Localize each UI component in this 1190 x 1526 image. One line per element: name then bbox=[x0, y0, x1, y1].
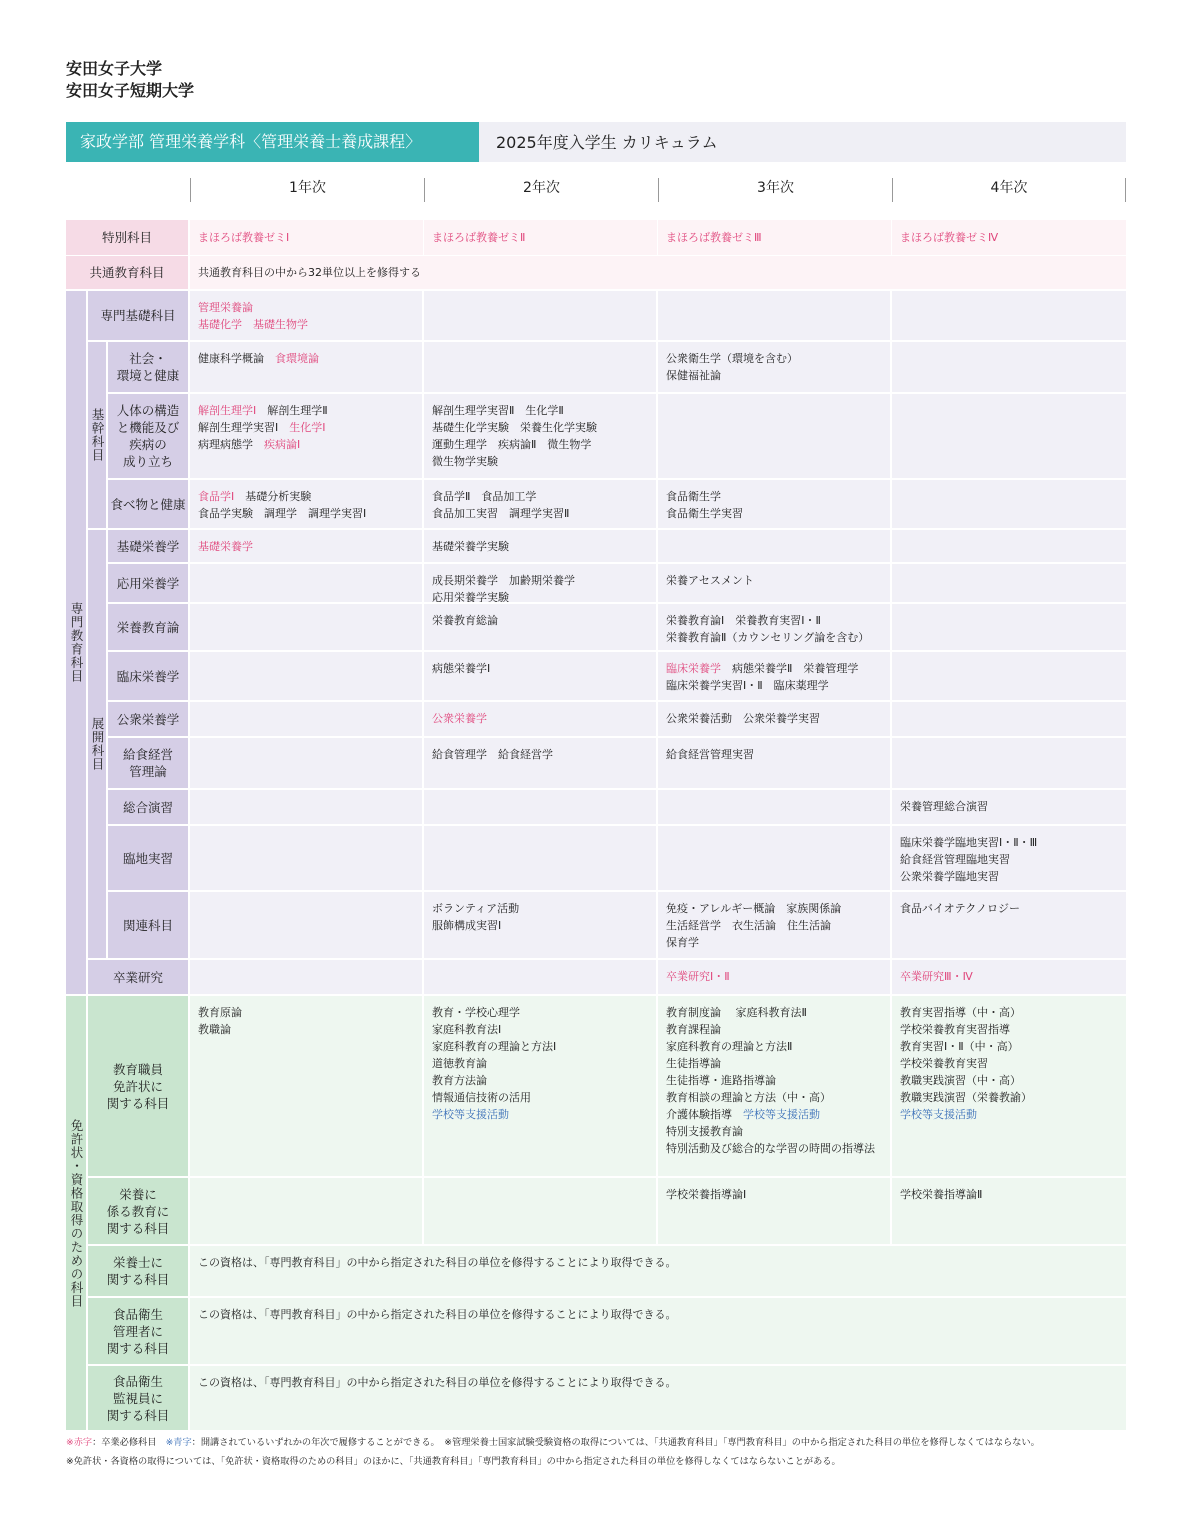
label-eiyo-kyoin: 栄養に 係る教育に 関する科目 bbox=[88, 1178, 188, 1244]
kyoin-year-1 bbox=[190, 996, 422, 1176]
kyushoku-year-1 bbox=[190, 738, 422, 788]
label-jintai: 人体の構造 と機能及び 疾病の 成り立ち bbox=[108, 394, 188, 478]
sogo-year-2 bbox=[424, 790, 656, 824]
label-kanshiin: 食品衛生 監視員に 関する科目 bbox=[88, 1366, 188, 1430]
shakai-year-4 bbox=[892, 342, 1126, 392]
subject-name: 食品衛生学実習 bbox=[666, 507, 743, 520]
subject-name: 運動生理学 疾病論Ⅱ 微生物学 bbox=[432, 438, 592, 451]
university-name-2: 安田女子短期大学 bbox=[66, 81, 195, 100]
kosyu-year-4 bbox=[892, 702, 1126, 736]
subject-name: 学校栄養教育実習指導 bbox=[900, 1023, 1010, 1036]
subject-name: 生徒指導論 bbox=[666, 1057, 721, 1070]
subject-name: 解剖生理学Ⅰ bbox=[198, 404, 257, 417]
kiso-eiyo-year-2 bbox=[424, 530, 656, 562]
subject-name: 学校等支援活動 bbox=[743, 1108, 820, 1121]
subject-name: 病態栄養学Ⅰ bbox=[432, 662, 491, 675]
label-special: 特別科目 bbox=[66, 220, 188, 255]
label-sogo: 総合演習 bbox=[108, 790, 188, 824]
rinchi-year-3 bbox=[658, 826, 890, 890]
kiso-eiyo-year-1 bbox=[190, 530, 422, 562]
subject-line bbox=[900, 798, 1118, 815]
subject-line bbox=[432, 710, 648, 727]
year-3: 3年次 bbox=[658, 178, 892, 202]
subject-name: 情報通信技術の活用 bbox=[432, 1091, 531, 1104]
label-kikan: 基幹科目 bbox=[88, 342, 106, 528]
subject-line bbox=[900, 1038, 1118, 1055]
subject-line bbox=[198, 505, 414, 522]
subject-line bbox=[666, 505, 882, 522]
subject-name: 食品バイオテクノロジー bbox=[900, 902, 1021, 915]
subject-name: 疾病論Ⅰ bbox=[264, 438, 301, 451]
subject-name: 管理栄養論 bbox=[198, 301, 253, 314]
kyushoku-year-2 bbox=[424, 738, 656, 788]
kanshiin-note bbox=[190, 1366, 1126, 1430]
subject-line bbox=[666, 572, 882, 589]
subject-line bbox=[432, 488, 648, 505]
subject-line bbox=[198, 1004, 414, 1021]
subject-line bbox=[666, 367, 882, 384]
footnote-blue-text: ：開講されているいずれかの年次で履修することができる。 ※管理栄養士国家試験受験資格の取得については、「共通教育科目」「専門教育科目」の中から指定された科目の単位を修得しなくてはならない。 bbox=[191, 1437, 1040, 1448]
subject-line bbox=[432, 436, 648, 453]
subject-name: 教職実践演習（栄養教諭） bbox=[900, 1091, 1032, 1104]
subject-name: 学校等支援活動 bbox=[900, 1108, 977, 1121]
label-rinsho: 臨床栄養学 bbox=[108, 652, 188, 700]
subject-line bbox=[432, 1055, 648, 1072]
subject-line bbox=[432, 1021, 648, 1038]
subject-line bbox=[900, 1072, 1118, 1089]
subject-name: 食品学Ⅱ 食品加工学 bbox=[432, 490, 537, 503]
subject-name: 学校栄養指導論Ⅱ bbox=[900, 1188, 983, 1201]
subject-line bbox=[666, 1186, 882, 1203]
subject-name: 教育実習Ⅰ・Ⅱ（中・高） bbox=[900, 1040, 1019, 1053]
subject-name: 免疫・アレルギー概論 家族関係論 bbox=[666, 902, 842, 915]
eiyo-kyoiku-year-3 bbox=[658, 604, 890, 650]
subject-name: 保育学 bbox=[666, 936, 699, 949]
kosyu-year-1 bbox=[190, 702, 422, 736]
tabemono-year-4 bbox=[892, 480, 1126, 528]
subject-name: この資格は、「専門教育科目」の中から指定された科目の単位を修得することにより取得できる。 bbox=[198, 1308, 677, 1321]
senmon-kiso-year-3 bbox=[658, 291, 890, 340]
eiyo-kyoin-year-4 bbox=[892, 1178, 1126, 1244]
subject-name: 道徳教育論 bbox=[432, 1057, 487, 1070]
subject-line bbox=[198, 1374, 1118, 1391]
sotsugyo-year-4 bbox=[892, 960, 1126, 994]
title-bar bbox=[66, 122, 1126, 162]
kosyu-year-2 bbox=[424, 702, 656, 736]
subject-name: 臨床栄養学臨地実習Ⅰ・Ⅱ・Ⅲ bbox=[900, 836, 1038, 849]
subject-name: 公衆栄養学 bbox=[432, 712, 487, 725]
label-senmon-kiso: 専門基礎科目 bbox=[88, 291, 188, 340]
subject-name: 栄養教育論Ⅱ（カウンセリング論を含む） bbox=[666, 631, 870, 644]
label-sotsugyo: 卒業研究 bbox=[88, 960, 188, 994]
special-year-3 bbox=[658, 220, 891, 255]
special-year-2 bbox=[424, 220, 657, 255]
subject-line bbox=[198, 299, 414, 316]
subject-name: 学校等支援活動 bbox=[432, 1108, 509, 1121]
subject-name: 基礎化学 基礎生物学 bbox=[198, 318, 308, 331]
label-senmon: 専門教育科目 bbox=[66, 291, 86, 994]
subject-line bbox=[900, 1186, 1118, 1203]
subject-name: 病理病態学 bbox=[198, 438, 264, 451]
subject-line bbox=[432, 589, 648, 602]
sotsugyo-year-3 bbox=[658, 960, 890, 994]
subject-name: 応用栄養学実験 bbox=[432, 591, 509, 602]
eiyoshi-note bbox=[190, 1246, 1126, 1296]
subject-line bbox=[666, 1072, 882, 1089]
subject-name: 卒業研究Ⅰ・Ⅱ bbox=[666, 970, 730, 983]
subject-name: この資格は、「専門教育科目」の中から指定された科目の単位を修得することにより取得できる。 bbox=[198, 1256, 677, 1269]
university-names bbox=[66, 58, 194, 102]
eiyo-kyoiku-year-1 bbox=[190, 604, 422, 650]
kanren-year-2 bbox=[424, 892, 656, 958]
subject-line bbox=[666, 629, 882, 646]
kanren-year-4 bbox=[892, 892, 1126, 958]
oyo-eiyo-year-3 bbox=[658, 564, 890, 602]
jintai-year-3 bbox=[658, 394, 890, 478]
label-eiyo-kyoiku: 栄養教育論 bbox=[108, 604, 188, 650]
subject-line bbox=[666, 660, 882, 677]
subject-line bbox=[666, 1140, 882, 1157]
subject-line bbox=[198, 436, 414, 453]
subject-line bbox=[900, 1021, 1118, 1038]
label-kanrisha: 食品衛生 管理者に 関する科目 bbox=[88, 1298, 188, 1364]
kiso-eiyo-year-3 bbox=[658, 530, 890, 562]
subject-line bbox=[432, 612, 648, 629]
subject-name: 教育・学校心理学 bbox=[432, 1006, 520, 1019]
subject-name: 教職論 bbox=[198, 1023, 231, 1036]
tabemono-year-1 bbox=[190, 480, 422, 528]
subject-line bbox=[432, 746, 648, 763]
subject-name: 給食管理学 給食経営学 bbox=[432, 748, 553, 761]
label-rinchi: 臨地実習 bbox=[108, 826, 188, 890]
subject-line bbox=[900, 1106, 1118, 1123]
common-row: 共通教育科目の中から32単位以上を修得する bbox=[190, 256, 1126, 289]
tabemono-year-2 bbox=[424, 480, 656, 528]
eiyo-kyoin-year-3 bbox=[658, 1178, 890, 1244]
rinsho-year-2 bbox=[424, 652, 656, 700]
subject-name: 基礎栄養学 bbox=[198, 540, 253, 553]
subject-name: 栄養教育総論 bbox=[432, 614, 498, 627]
eiyo-kyoin-year-2 bbox=[424, 1178, 656, 1244]
kosyu-year-3 bbox=[658, 702, 890, 736]
subject-line bbox=[900, 968, 1118, 985]
senmon-kiso-year-1 bbox=[190, 291, 422, 340]
subject-name: 特別支援教育論 bbox=[666, 1125, 743, 1138]
shakai-year-1 bbox=[190, 342, 422, 392]
subject-name: 基礎栄養学実験 bbox=[432, 540, 509, 553]
subject-line bbox=[666, 900, 882, 917]
subject-line bbox=[666, 1004, 882, 1021]
year-2: 2年次 bbox=[424, 178, 658, 202]
subject-name: 学校栄養指導論Ⅰ bbox=[666, 1188, 747, 1201]
subject-line bbox=[900, 1004, 1118, 1021]
subject-name: 学校栄養教育実習 bbox=[900, 1057, 988, 1070]
subject-name: 給食経営管理実習 bbox=[666, 748, 754, 761]
label-shakai: 社会・ 環境と健康 bbox=[108, 342, 188, 392]
footnote-2: ※免許状・各資格の取得については、「免許状・資格取得のための科目」のほかに、「共通教育科目」「専門教育科目」の中から指定された科目の単位を修得しなくてはならないことがある。 bbox=[66, 1456, 841, 1467]
subject-line bbox=[432, 402, 648, 419]
subject-name: 特別活動及び総合的な学習の時間の指導法 bbox=[666, 1142, 875, 1155]
subject-line bbox=[666, 746, 882, 763]
special-year-4 bbox=[892, 220, 1126, 255]
sogo-year-1 bbox=[190, 790, 422, 824]
tabemono-year-3 bbox=[658, 480, 890, 528]
curriculum-table bbox=[66, 220, 1126, 1430]
subject-line bbox=[666, 1038, 882, 1055]
year-4: 4年次 bbox=[892, 178, 1126, 202]
subject-name: 生活経営学 衣生活論 住生活論 bbox=[666, 919, 831, 932]
rinsho-year-3 bbox=[658, 652, 890, 700]
subject-line bbox=[900, 1055, 1118, 1072]
special-year-1 bbox=[190, 220, 423, 255]
rinsho-year-4 bbox=[892, 652, 1126, 700]
subject-line bbox=[900, 851, 1118, 868]
subject-name: 家庭科教育法Ⅰ bbox=[432, 1023, 502, 1036]
label-kiso-eiyo: 基礎栄養学 bbox=[108, 530, 188, 562]
label-oyo-eiyo: 応用栄養学 bbox=[108, 564, 188, 602]
subject-line bbox=[666, 612, 882, 629]
sotsugyo-year-1 bbox=[190, 960, 422, 994]
footnote-blue-mark: ※青字 bbox=[165, 1437, 192, 1448]
eiyo-kyoiku-year-2 bbox=[424, 604, 656, 650]
label-tenkai: 展開科目 bbox=[88, 530, 106, 958]
subject-line bbox=[666, 1055, 882, 1072]
subject-line bbox=[198, 1254, 1118, 1271]
subject-line bbox=[432, 453, 648, 470]
kiso-eiyo-year-4 bbox=[892, 530, 1126, 562]
subject-name: 教育原論 bbox=[198, 1006, 242, 1019]
kyoin-year-4 bbox=[892, 996, 1126, 1176]
subject-line bbox=[198, 538, 414, 555]
subject-name: 教育実習指導（中・高） bbox=[900, 1006, 1021, 1019]
subject-line bbox=[198, 1306, 1118, 1323]
subject-line bbox=[198, 350, 414, 367]
subject-name: まほろば教養ゼミⅡ bbox=[432, 231, 526, 244]
year-1: 1年次 bbox=[190, 178, 424, 202]
subject-line bbox=[666, 710, 882, 727]
subject-name: 教育制度論 家庭科教育法Ⅱ bbox=[666, 1006, 807, 1019]
subject-line bbox=[432, 1038, 648, 1055]
subject-line bbox=[666, 968, 882, 985]
rinchi-year-4 bbox=[892, 826, 1126, 890]
subject-line bbox=[432, 900, 648, 917]
footnote-1 bbox=[66, 1436, 1040, 1450]
oyo-eiyo-year-1 bbox=[190, 564, 422, 602]
subject-name: 教職実践演習（中・高） bbox=[900, 1074, 1021, 1087]
subject-line bbox=[666, 488, 882, 505]
subject-name: 服飾構成実習Ⅰ bbox=[432, 919, 502, 932]
subject-name: 食品学実験 調理学 調理学実習Ⅰ bbox=[198, 507, 367, 520]
subject-name: 微生物学実験 bbox=[432, 455, 498, 468]
label-kanren: 関連科目 bbox=[108, 892, 188, 958]
subject-name: 健康科学概論 bbox=[198, 352, 275, 365]
footnote-red-text: ：卒業必修科目 bbox=[92, 1437, 166, 1448]
subject-name: 栄養管理総合演習 bbox=[900, 800, 988, 813]
subject-name: 成長期栄養学 加齢期栄養学 bbox=[432, 574, 575, 587]
subject-name: 家庭科教育の理論と方法Ⅰ bbox=[432, 1040, 557, 1053]
subject-name: 保健福祉論 bbox=[666, 369, 721, 382]
subject-line bbox=[432, 1004, 648, 1021]
subject-line bbox=[198, 402, 414, 419]
subject-line bbox=[432, 660, 648, 677]
subject-name: 教育課程論 bbox=[666, 1023, 721, 1036]
label-tabemono: 食べ物と健康 bbox=[108, 480, 188, 528]
subject-line bbox=[666, 1089, 882, 1106]
eiyo-kyoin-year-1 bbox=[190, 1178, 422, 1244]
subject-name: この資格は、「専門教育科目」の中から指定された科目の単位を修得することにより取得できる。 bbox=[198, 1376, 677, 1389]
jintai-year-2 bbox=[424, 394, 656, 478]
subject-name: まほろば教養ゼミⅠ bbox=[198, 231, 290, 244]
kanren-year-1 bbox=[190, 892, 422, 958]
subject-line bbox=[666, 1106, 882, 1123]
subject-name: 解剖生理学実習Ⅱ 生化学Ⅱ bbox=[432, 404, 564, 417]
subject-line bbox=[666, 917, 882, 934]
footnote-red-mark: ※赤字 bbox=[66, 1437, 93, 1448]
kyushoku-year-4 bbox=[892, 738, 1126, 788]
shakai-year-2 bbox=[424, 342, 656, 392]
subject-name: 臨床栄養学 bbox=[666, 662, 721, 675]
label-kosyu: 公衆栄養学 bbox=[108, 702, 188, 736]
subject-line bbox=[198, 419, 414, 436]
rinchi-year-2 bbox=[424, 826, 656, 890]
subject-line bbox=[666, 1021, 882, 1038]
oyo-eiyo-year-4 bbox=[892, 564, 1126, 602]
label-license-group: 免許状・資格取得のための科目 bbox=[66, 996, 86, 1430]
senmon-kiso-year-4 bbox=[892, 291, 1126, 340]
senmon-kiso-year-2 bbox=[424, 291, 656, 340]
subject-name: 公衆栄養学臨地実習 bbox=[900, 870, 999, 883]
oyo-eiyo-year-2 bbox=[424, 564, 656, 602]
subject-line bbox=[432, 505, 648, 522]
subject-name: ボランティア活動 bbox=[432, 902, 520, 915]
label-eiyoshi: 栄養士に 関する科目 bbox=[88, 1246, 188, 1296]
kanren-year-3 bbox=[658, 892, 890, 958]
subject-line bbox=[900, 868, 1118, 885]
subject-name: 卒業研究Ⅲ・Ⅳ bbox=[900, 970, 973, 983]
eiyo-kyoiku-year-4 bbox=[892, 604, 1126, 650]
subject-line bbox=[432, 1089, 648, 1106]
jintai-year-4 bbox=[892, 394, 1126, 478]
subject-name: 食品加工実習 調理学実習Ⅱ bbox=[432, 507, 570, 520]
subject-name: 栄養教育論Ⅰ 栄養教育実習Ⅰ・Ⅱ bbox=[666, 614, 821, 627]
kyoin-year-2 bbox=[424, 996, 656, 1176]
subject-name: 病態栄養学Ⅱ 栄養管理学 bbox=[721, 662, 859, 675]
kyoin-year-3 bbox=[658, 996, 890, 1176]
department-title: 家政学部 管理栄養学科〈管理栄養士養成課程〉 bbox=[66, 122, 479, 162]
sogo-year-4 bbox=[892, 790, 1126, 824]
subject-name: 解剖生理学Ⅱ bbox=[256, 404, 328, 417]
jintai-year-1 bbox=[190, 394, 422, 478]
subject-name: 介護体験指導 bbox=[666, 1108, 743, 1121]
subject-name: 教育相談の理論と方法（中・高） bbox=[666, 1091, 831, 1104]
sogo-year-3 bbox=[658, 790, 890, 824]
subject-line bbox=[900, 834, 1118, 851]
subject-name: まほろば教養ゼミⅢ bbox=[666, 231, 762, 244]
subject-line bbox=[666, 934, 882, 951]
subject-line bbox=[198, 1021, 414, 1038]
shakai-year-3 bbox=[658, 342, 890, 392]
subject-name: 公衆栄養活動 公衆栄養学実習 bbox=[666, 712, 820, 725]
subject-line bbox=[432, 1072, 648, 1089]
subject-name: 解剖生理学実習Ⅰ bbox=[198, 421, 290, 434]
subject-name: 栄養アセスメント bbox=[666, 574, 754, 587]
curriculum-title: 2025年度入学生 カリキュラム bbox=[496, 133, 718, 152]
label-kyushoku: 給食経営 管理論 bbox=[108, 738, 188, 788]
kyushoku-year-3 bbox=[658, 738, 890, 788]
subject-line bbox=[432, 917, 648, 934]
subject-line bbox=[900, 1089, 1118, 1106]
subject-name: 基礎生化学実験 栄養生化学実験 bbox=[432, 421, 597, 434]
subject-line bbox=[666, 1123, 882, 1140]
subject-name: 家庭科教育の理論と方法Ⅱ bbox=[666, 1040, 793, 1053]
kanrisha-note bbox=[190, 1298, 1126, 1364]
subject-line bbox=[432, 1106, 648, 1123]
subject-line bbox=[432, 538, 648, 555]
rinsho-year-1 bbox=[190, 652, 422, 700]
subject-name: 公衆衛生学（環境を含む） bbox=[666, 352, 798, 365]
subject-line bbox=[198, 316, 414, 333]
subject-name: 生化学Ⅰ bbox=[289, 421, 326, 434]
subject-name: 食環境論 bbox=[275, 352, 319, 365]
subject-line bbox=[666, 677, 882, 694]
label-common: 共通教育科目 bbox=[66, 256, 188, 289]
year-header bbox=[190, 178, 1126, 202]
subject-line bbox=[666, 350, 882, 367]
subject-name: 基礎分析実験 bbox=[234, 490, 312, 503]
subject-line bbox=[432, 572, 648, 589]
subject-name: 食品衛生学 bbox=[666, 490, 721, 503]
subject-line bbox=[900, 900, 1118, 917]
subject-line bbox=[198, 488, 414, 505]
university-name-1: 安田女子大学 bbox=[66, 59, 163, 78]
subject-name: 食品学Ⅰ bbox=[198, 490, 235, 503]
subject-name: 生徒指導・進路指導論 bbox=[666, 1074, 776, 1087]
subject-name: 教育方法論 bbox=[432, 1074, 487, 1087]
rinchi-year-1 bbox=[190, 826, 422, 890]
subject-name: 給食経営管理臨地実習 bbox=[900, 853, 1010, 866]
sotsugyo-year-2 bbox=[424, 960, 656, 994]
subject-name: 臨床栄養学実習Ⅰ・Ⅱ 臨床薬理学 bbox=[666, 679, 829, 692]
subject-line bbox=[432, 419, 648, 436]
subject-name: まほろば教養ゼミⅣ bbox=[900, 231, 999, 244]
label-kyoin: 教育職員 免許状に 関する科目 bbox=[88, 996, 188, 1176]
